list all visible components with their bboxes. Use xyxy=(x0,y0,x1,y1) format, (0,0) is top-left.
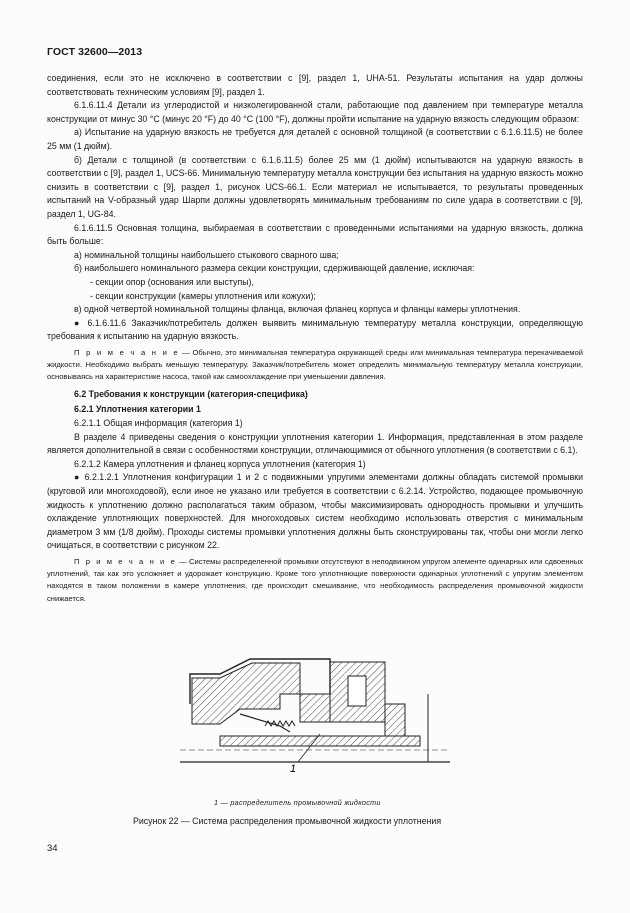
paragraph: 6.2.1.2 Камера уплотнения и фланец корпуса уплотнения (категория 1) xyxy=(74,458,366,469)
paragraph: б) Детали с толщиной (в соответствии с 6.1.6.11.5) более 25 мм (1 дюйм) испытываются на ударную вязкость в соответствии с [9], раздел 1, UCS-66. Минимальную температуру металла конструкции без испытания на ударную вязкость можно снизить в соответствии с [9], раздел 1, рисунок UCS-66.1. Если материал не испытывается, то результаты проведенных испытаний на V-образный удар Шарпи должны удовлетворять минимальным требованиям по силе удара в соответствии с [9], раздел 1, UG-84. xyxy=(47,154,583,219)
paragraph: соединения, если это не исключено в соответствии с [9], раздел 1, UHA-51. Результаты испытания на удар должны соответствовать техническим условиям [9], раздел 1. xyxy=(47,73,583,97)
paragraph: - секции конструкции (камеры уплотнения или кожухи); xyxy=(90,290,316,301)
flush-passage xyxy=(240,714,290,732)
note-1-label: П р и м е ч а н и е xyxy=(74,347,180,357)
paragraph: 6.2.1.1 Общая информация (категория 1) xyxy=(74,417,243,428)
figure-caption: Рисунок 22 — Система распределения промывочной жидкости уплотнения xyxy=(133,816,442,826)
paragraph: ● 6.1.6.11.6 Заказчик/потребитель должен выявить минимальную температуру металла конструкции, определяющую требования к испытанию на ударную вязкость. xyxy=(47,317,583,342)
seal-spring xyxy=(265,721,295,726)
figure-legend: 1 — распределитель промывочной жидкости xyxy=(214,798,381,807)
document-body xyxy=(47,72,583,609)
paragraphs-block-1 xyxy=(47,72,583,344)
paragraph: б) наибольшего номинального размера секции конструкции, сдерживающей давление, исключая: xyxy=(74,263,475,274)
paragraph: а) Испытание на ударную вязкость не требуется для деталей с основной толщиной (в соответствии с 6.1.6.11.5) не более 25 мм (1 дюйм). xyxy=(47,127,583,151)
document-header: ГОСТ 32600—2013 xyxy=(47,46,143,58)
paragraph: - секции опор (основания или выступы), xyxy=(90,276,254,287)
paragraph: 6.1.6.11.5 Основная толщина, выбираемая в соответствии с проведенными испытаниями на ударную вязкость, должна быть больше: xyxy=(47,222,583,247)
paragraphs-block-2 xyxy=(47,388,583,553)
callout-1: 1 xyxy=(290,763,297,775)
note-2 xyxy=(47,556,583,605)
seal-flush-distribution-drawing xyxy=(180,654,450,784)
note-2-text: — Системы распределенной промывки отсутствуют в неподвижном упругом элементе одинарных или сдвоенных уплотнений, так как это усложняет и удорожает конструкцию. Кроме того уплотняющие поверхности одинарных уплотнений с упругим элементом находятся в таком положении в камере уплотнения, где происходит смешивание, что необходимость распределения промывочной жидкости снижается. xyxy=(47,556,583,603)
paragraph: а) номинальной толщины наибольшего стыкового сварного шва; xyxy=(74,249,339,260)
paragraph: В разделе 4 приведены сведения о конструкции уплотнения категории 1. Информация, представленная в этом разделе является дополнительной в связи с особенностями конструкции, отличающимися от обычного уплотнения (в соответствии с 6.1). xyxy=(47,431,583,456)
shaft-sleeve xyxy=(220,736,420,746)
paragraph: ● 6.2.1.2.1 Уплотнения конфигурации 1 и 2 с подвижными упругими элементами должны обладать системой промывки (круговой или многоходовой), если иное не указано или требуется в соответствии с 6.2.14. Устройство, подающее промывочную жидкость к уплотнению должно располагаться таким образом, чтобы максимизировать однородность промывки и улучшить охлаждение уплотняющих поверхностей. Для многоходовых систем необходимо использовать отверстия с минимальным диаметром 3 мм (1/8 дюйм). Проходы системы промывки уплотнения должны быть сконструированы так, чтобы они могли легко очищаться, в соответствии с рисунком 22. xyxy=(47,472,583,551)
paragraph: 6.2 Требования к конструкции (категория-специфика) xyxy=(74,388,308,399)
gland-bolt-hole xyxy=(348,676,366,706)
page-number: 34 xyxy=(47,843,58,854)
collar xyxy=(385,704,405,736)
note-1-text: — Обычно, это минимальная температура окружающей среды или минимальная температура перекачиваемой жидкости. Необходимо выбрать меньшую температуру. Заказчик/потребитель может определить минимальную температуру металла конструкции, основываясь на характеристике насоса, такой как самоохлаждение при уменьшении давления. xyxy=(47,347,583,382)
paragraph: в) одной четвертой номинальной толщины фланца, включая фланец корпуса и фланцы камеры уплотнения. xyxy=(74,304,521,315)
note-2-label: П р и м е ч а н и е xyxy=(74,556,177,566)
note-1 xyxy=(47,347,583,384)
paragraph: 6.2.1 Уплотнения категории 1 xyxy=(74,404,201,415)
housing-hatch xyxy=(192,663,300,724)
paragraph: 6.1.6.11.4 Детали из углеродистой и низколегированной стали, работающие под давлением при температуре металла конструкции от минус 30 °С (минус 20 °F) до 40 °С (100 °F), должны пройти испытание на ударную вязкость следующим образом: xyxy=(47,100,583,124)
seal-ring xyxy=(300,694,330,722)
